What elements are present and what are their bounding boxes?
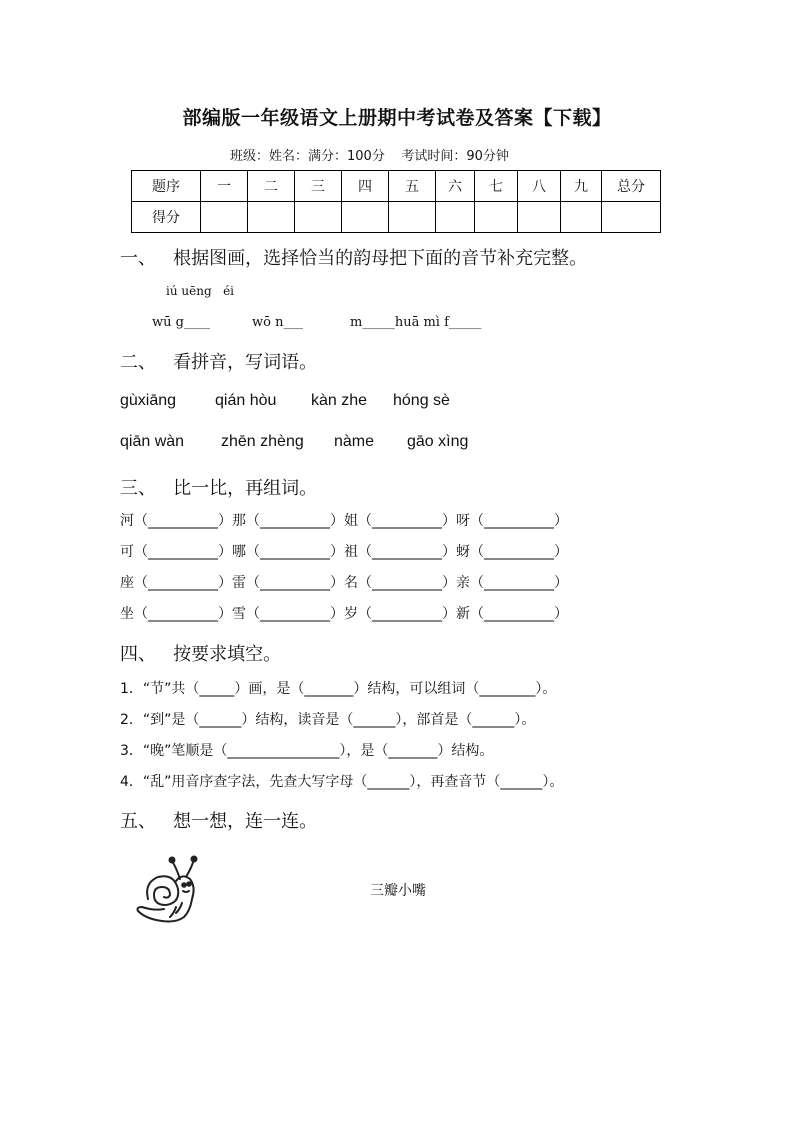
pinyin-blank[interactable]: m_____huā mì f_____ — [350, 315, 482, 330]
section-2-title: 二、 看拼音，写词语。 — [120, 352, 318, 373]
pinyin-word: zhēn zhèng — [221, 433, 304, 450]
table-cell: 题序 — [132, 171, 201, 202]
pinyin-word: nàme — [334, 433, 375, 450]
score-input-cell[interactable] — [248, 202, 295, 233]
score-input-cell[interactable] — [475, 202, 518, 233]
pinyin-word: gāo xìng — [407, 433, 469, 450]
score-table-header-row — [132, 171, 661, 202]
score-input-cell[interactable] — [561, 202, 602, 233]
pinyin-word: hóng sè — [393, 392, 450, 409]
pinyin-word: gùxiāng — [120, 392, 177, 409]
word-compare-row[interactable]: 河（__________）那（__________）姐（__________）呀（__________） — [120, 513, 568, 529]
table-cell: 二 — [248, 171, 295, 202]
connect-item-label[interactable]: 三瓣小嘴 — [370, 883, 426, 899]
pinyin-blank[interactable]: wō n___ — [252, 315, 303, 330]
section-4-title: 四、 按要求填空。 — [120, 644, 282, 665]
table-cell: 九 — [561, 171, 602, 202]
table-cell: 八 — [518, 171, 561, 202]
section-3-title: 三、 比一比，再组词。 — [120, 478, 318, 499]
page-title: 部编版一年级语文上册期中考试卷及答案【下载】 — [182, 107, 612, 129]
score-input-cell[interactable] — [436, 202, 475, 233]
fill-question[interactable]: 1．“节”共（_____）画，是（_______）结构，可以组词（________）。 — [120, 681, 557, 697]
score-input-cell[interactable] — [342, 202, 389, 233]
pinyin-options: iú uēng éi — [166, 284, 235, 298]
snail-icon — [132, 855, 204, 927]
pinyin-word: qiān wàn — [120, 433, 185, 450]
pinyin-blank[interactable]: wū g____ — [152, 315, 210, 330]
score-input-cell[interactable] — [518, 202, 561, 233]
fill-question[interactable]: 3．“晚”笔顺是（________________），是（_______）结构。 — [120, 743, 494, 759]
pinyin-word: kàn zhe — [311, 392, 368, 409]
table-cell: 一 — [201, 171, 248, 202]
fill-question[interactable]: 4．“乱”用音序查字法，先查大写字母（______），再查音节（______）。 — [120, 774, 564, 790]
table-cell: 四 — [342, 171, 389, 202]
pinyin-word: qián hòu — [215, 392, 277, 409]
table-cell: 三 — [295, 171, 342, 202]
score-input-cell[interactable] — [201, 202, 248, 233]
section-1-title: 一、 根据图画，选择恰当的韵母把下面的音节补充完整。 — [120, 248, 588, 269]
table-cell: 六 — [436, 171, 475, 202]
score-table — [131, 170, 661, 233]
word-compare-row[interactable]: 座（__________）雷（__________）名（__________）亲（__________） — [120, 575, 568, 591]
table-cell: 七 — [475, 171, 518, 202]
score-table-score-row — [132, 202, 661, 233]
exam-info: 班级：姓名：满分：100分 考试时间：90分钟 — [230, 149, 509, 164]
table-cell: 总分 — [602, 171, 661, 202]
table-cell: 得分 — [132, 202, 201, 233]
word-compare-row[interactable]: 可（__________）哪（__________）祖（__________）蚜（__________） — [120, 544, 568, 560]
score-input-cell[interactable] — [389, 202, 436, 233]
section-5-title: 五、 想一想，连一连。 — [120, 811, 318, 832]
fill-question[interactable]: 2．“到”是（______）结构，读音是（______），部首是（______）。 — [120, 712, 536, 728]
word-compare-row[interactable]: 坐（__________）雪（__________）岁（__________）新（__________） — [120, 606, 568, 622]
table-cell: 五 — [389, 171, 436, 202]
score-input-cell[interactable] — [602, 202, 661, 233]
score-input-cell[interactable] — [295, 202, 342, 233]
